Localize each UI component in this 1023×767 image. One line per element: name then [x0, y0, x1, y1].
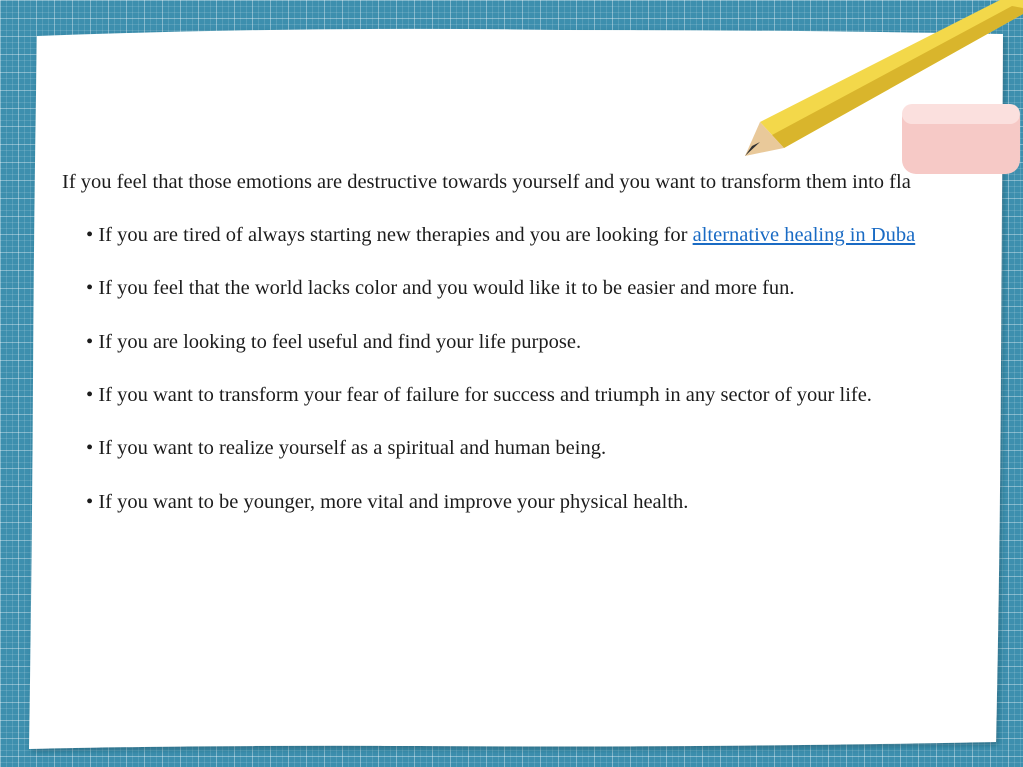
- list-item-text: If you feel that the world lacks color and you would like it to be easier and more fun.: [98, 277, 795, 299]
- intro-text: If you feel that those emotions are destructive towards yourself and you want to transform them into fla: [62, 171, 911, 193]
- bullet-symbol: •: [86, 277, 94, 299]
- alternative-healing-link[interactable]: alternative healing in Duba: [692, 224, 916, 246]
- bullet-symbol: •: [86, 491, 94, 513]
- list-item-text: If you are looking to feel useful and find your life purpose.: [98, 331, 582, 353]
- bullet-symbol: •: [86, 224, 94, 246]
- eraser-icon: [902, 104, 1020, 174]
- list-item-text: If you want to realize yourself as a spiritual and human being.: [98, 437, 607, 459]
- list-item-text: If you want to transform your fear of failure for success and triumph in any sector of your life.: [98, 384, 872, 406]
- bullet-symbol: •: [86, 437, 94, 459]
- list-item-text: If you want to be younger, more vital and improve your physical health.: [98, 491, 689, 513]
- bullet-symbol: •: [86, 384, 94, 406]
- list-item-text: If you are tired of always starting new therapies and you are looking for: [98, 224, 693, 246]
- bullet-symbol: •: [86, 331, 94, 353]
